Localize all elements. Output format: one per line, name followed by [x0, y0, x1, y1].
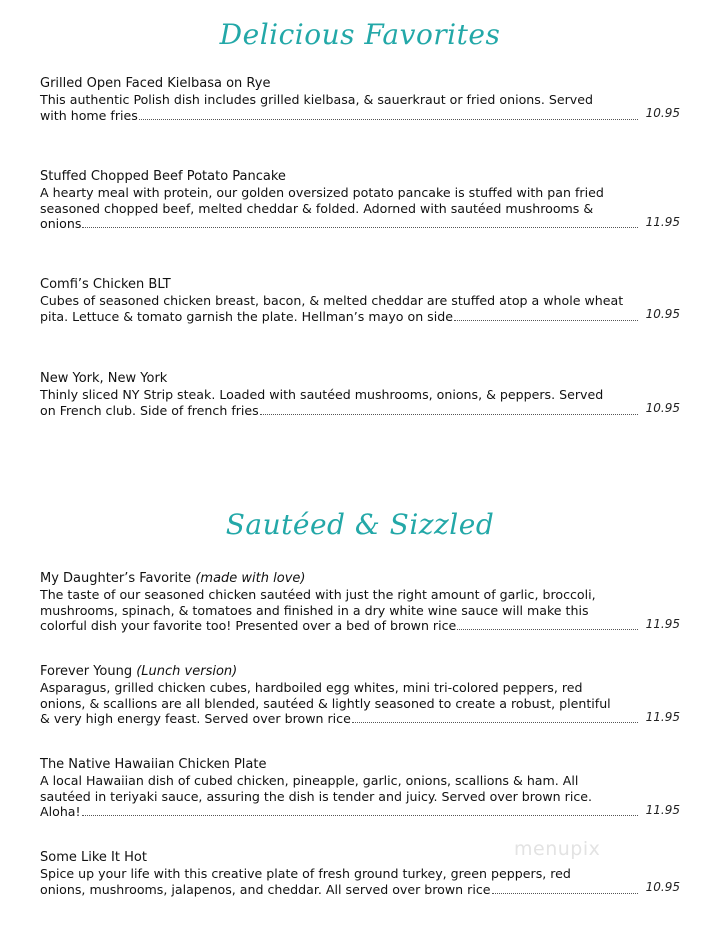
dot-leader — [492, 893, 638, 894]
dot-leader — [260, 414, 638, 415]
desc-line: A local Hawaiian dish of cubed chicken, pineapple, garlic, onions, scallions & ham. All — [40, 773, 579, 788]
desc-line-last: & very high energy feast. Served over brown rice — [40, 711, 351, 726]
desc-line: sautéed in teriyaki sauce, assuring the dish is tender and juicy. Served over brown rice. — [40, 788, 592, 804]
dot-leader — [352, 722, 638, 723]
desc-line-last: with home fries — [40, 107, 138, 123]
desc-line-last: on French club. Side of french fries — [40, 402, 259, 418]
item-description — [40, 92, 680, 123]
menu-item-forever-young — [40, 664, 680, 727]
item-name: Some Like It Hot — [40, 850, 147, 865]
desc-line: Spice up your life with this creative plate of fresh ground turkey, green peppers, red — [40, 866, 571, 881]
item-price: 11.95 — [645, 215, 680, 229]
section-title-delicious-favorites: Delicious Favorites — [219, 18, 501, 51]
dot-leader — [82, 815, 638, 816]
item-note: (made with love) — [195, 571, 306, 586]
desc-line: Thinly sliced NY Strip steak. Loaded with sautéed mushrooms, onions, & peppers. Served — [40, 387, 604, 402]
desc-line-last: onions, mushrooms, jalapenos, and cheddar. All served over brown rice — [40, 881, 491, 897]
dot-leader — [454, 320, 638, 321]
item-price: 10.95 — [645, 880, 680, 894]
section-title-sauteed-sizzled: Sautéed & Sizzled — [225, 508, 495, 541]
item-name: My Daughter’s Favorite — [40, 571, 192, 586]
menu-item-new-york — [40, 371, 680, 418]
item-name: Grilled Open Faced Kielbasa on Rye — [40, 76, 271, 91]
item-name: Stuffed Chopped Beef Potato Pancake — [40, 169, 286, 184]
item-price: 10.95 — [645, 401, 680, 415]
item-description — [40, 866, 680, 897]
item-description — [40, 773, 680, 820]
menu-item-potato-pancake — [40, 169, 680, 232]
item-description — [40, 680, 680, 727]
item-description — [40, 387, 680, 418]
desc-line: The taste of our seasoned chicken sautéed with just the right amount of garlic, broccoli, — [40, 587, 596, 602]
item-price: 11.95 — [645, 617, 680, 631]
dot-leader — [139, 119, 638, 120]
desc-line-last: colorful dish your favorite too! Presented over a bed of brown rice — [40, 618, 457, 633]
item-name: Forever Young — [40, 664, 133, 679]
item-price: 10.95 — [645, 106, 680, 120]
desc-line: Cubes of seasoned chicken breast, bacon, & melted cheddar are stuffed atop a whole wheat — [40, 293, 624, 308]
desc-line: onions, & scallions are all blended, sautéed & lightly seasoned to create a robust, plentiful — [40, 695, 611, 711]
desc-line-last: pita. Lettuce & tomato garnish the plate. Hellman’s mayo on side — [40, 308, 453, 324]
item-price: 10.95 — [645, 307, 680, 321]
item-note: (Lunch version) — [136, 664, 238, 679]
menupix-watermark: menupix — [514, 838, 601, 860]
dot-leader — [82, 227, 638, 228]
item-price: 11.95 — [645, 710, 680, 724]
menu-item-kielbasa — [40, 76, 680, 123]
desc-line: mushrooms, spinach, & tomatoes and finished in a dry white wine sauce will make this — [40, 602, 589, 618]
item-description — [40, 185, 680, 232]
item-name: The Native Hawaiian Chicken Plate — [40, 757, 267, 772]
item-description — [40, 293, 680, 324]
desc-line-last: Aloha! — [40, 804, 81, 819]
menu-item-daughters-favorite — [40, 571, 680, 634]
item-price: 11.95 — [645, 803, 680, 817]
desc-line: A hearty meal with protein, our golden oversized potato pancake is stuffed with pan fried — [40, 185, 604, 200]
desc-line-last: onions — [40, 216, 82, 231]
desc-line: Asparagus, grilled chicken cubes, hardboiled egg whites, mini tri-colored peppers, red — [40, 680, 583, 695]
menu-item-chicken-blt — [40, 277, 680, 324]
desc-line: This authentic Polish dish includes grilled kielbasa, & sauerkraut or fried onions. Served — [40, 92, 593, 107]
item-description — [40, 587, 680, 634]
item-name: Comfi’s Chicken BLT — [40, 277, 171, 292]
dot-leader — [457, 629, 638, 630]
item-name: New York, New York — [40, 371, 168, 386]
desc-line: seasoned chopped beef, melted cheddar & folded. Adorned with sautéed mushrooms & — [40, 200, 594, 216]
menu-item-hawaiian-chicken — [40, 757, 680, 820]
